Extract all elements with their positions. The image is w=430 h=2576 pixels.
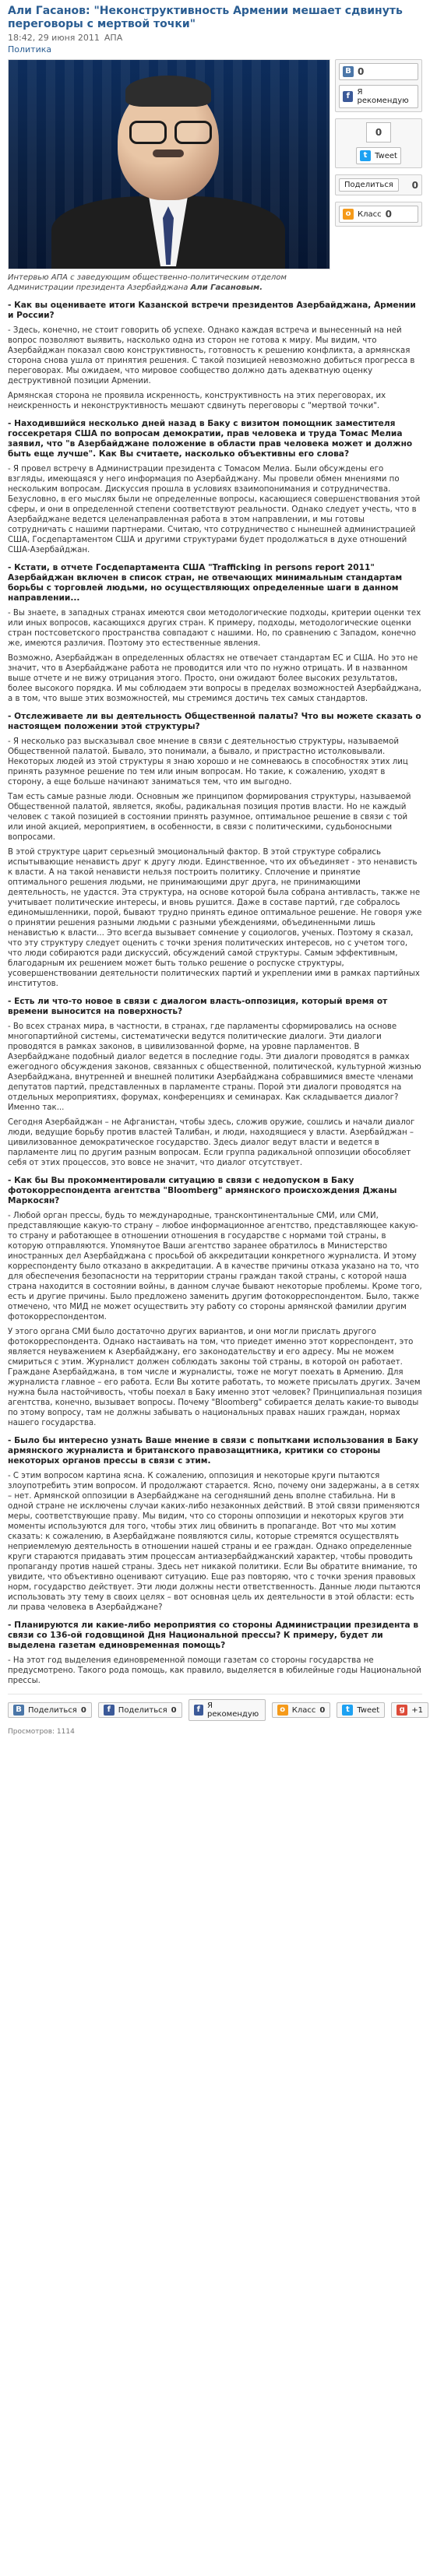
question-4: - Отслеживаете ли вы деятельность Общественной палаты? Что вы можете сказать о настоящем положении этой структуры? [8,712,422,732]
bottom-share-button-1[interactable] [8,1702,92,1718]
share-box [335,174,422,195]
photo-glasses-right [174,121,212,144]
facebook-icon-bottom: f [104,1705,115,1716]
bottom-share-button-2[interactable] [98,1702,182,1718]
article-meta [8,33,422,43]
vk-count: 0 [358,66,365,77]
answer-3: - Вы знаете, в западных странах имеются свои методологические подходы, критерии оценки тех или иных вопросов, касающихся других стран. К примеру, подходы, методологические оценки стран постсоветского пространства совпадают с нашими. Но, по сравнению с Западом, конечно же, имеются различия. Поэтому это естественные явления. [8,608,422,649]
bottom-tweet-label: Tweet [357,1705,380,1715]
question-6: - Как бы Вы прокомментировали ситуацию в связи с недопуском в Баку фотокорреспондента агентства "Bloomberg" армянского происхождения Джаны Маркосян? [8,1176,422,1206]
photo-wrap [8,59,329,293]
bottom-share-count-1: 0 [80,1705,86,1715]
answer-7: - С этим вопросом картина ясна. К сожалению, оппозиция и некоторые круги пытаются злоупотребить этим вопросом. И продолжают старается. Ясно, почему они задержаны, а в сетях – нет. Армянской оппозиции в Азербайджане на сегодняшний день вполне стабильна. Ни в одной стране не исключены случаи каких-либо незаконных действий. В этой связи применяются меры, соответствующие праву. Мы видим, что со стороны оппозиции и некоторых кругов эти моменты используются для того, чтобы этих лиц обвинить в пропаганде. Вот что мы хотим сказать: к сожалению, в Азербайджане появляются силы, которые стремятся осуществлять неприемлемую деятельность в отношении нашей страны и ее граждан. Однако определенные круги стараются придавать этим процессам антиазербайджанский характер, чтобы проводить пропаганду против нашей страны. Здесь нет никакой политики. Если Вы обратите внимание, то увидите, что объективно оценивают ситуацию. Еще раз повторяю, что с точки зрения правовых норм, государство действует. Эти люди должны нести ответственность. Данные люди пытаются использовать эту тему в своих целях – вот основная цель их деятельности в этой области: есть ли права человека в Азербайджане? [8,1471,422,1613]
odnoklassniki-icon: о [343,209,354,220]
share-count: 0 [411,179,418,191]
bottom-plusone-button[interactable] [391,1702,428,1718]
bottom-share-bar [8,1694,422,1721]
article-category[interactable]: Политика [8,44,52,55]
bottom-class-label: Класс [291,1705,316,1715]
answer-6: - Любой орган прессы, будь то международные, трансконтинентальные СМИ, или СМИ, представляющие какую-то страну – любое информационное агентство, представляющее какую-то страну и работающее в отношении отношения в государстве с нормами той страны, в которую отправляются. Упомянутое Ваши агентство заранее обратилось в Министерство иностранных дел Азербайджана с просьбой об аккредитации конкретного журналиста. И этому корреспонденту было отказано в аккредитации. А в качестве причины отказа указано на то, что для обеспечения безопасности на территории страны граждан такой страны, с которой наша страна находится в состоянии войны, в данном случае бывают некоторые проблемы. Кроме того, есть и другие причины. Было предложено заменить другим фотокорреспондентом. Было, также отмечено, что МИД не может осуществить эту работу со стороны армянской фамилии другим фотокорреспондентом. [8,1211,422,1322]
class-button[interactable] [339,206,418,223]
twitter-icon: t [360,150,371,161]
paragraph-4b: Там есть самые разные люди. Основным же принципом формирования структуры, называемой Общественной палатой, является, якобы, радикальная позиция против власти. Но не каждый человек с такой позицией в состоянии принять разумное, оптимальное решение в связи с той или иной акцией, мероприятием, в особенности, в связи с политическими, судьбоносными вопросами. [8,793,411,842]
vk-icon-bottom: В [13,1705,24,1716]
bottom-class-count: 0 [319,1705,326,1715]
recommend-label: Я рекомендую [357,88,409,105]
hero-row [8,59,422,293]
question-1: - Как вы оцениваете итоги Казанской встречи президентов Азербайджана, Армении и России? [8,301,422,321]
paragraph-5b: Сегодня Азербайджан – не Афганистан, чтобы здесь, сложив оружие, сошлись и начали диалог люди, ведущие борьбу против властей Талибан, и люди, находящиеся у власти. Азербайджан – цивилизованное демократическое государство. Здесь диалог ведут власти и ведется в парламенте лиц по другим разным вопросам. Если группа радикальной оппозиции обособляет себя от этих процессов, это вовсе не значит, что диалог отсутствует. [8,1118,415,1167]
recommend-icon-bottom: f [194,1705,203,1716]
photo-caption-name: Али Гасановым. [190,283,263,292]
photo-glasses-left [129,121,167,144]
bottom-recommend-button[interactable] [189,1699,266,1721]
bottom-plusone-label: +1 [411,1705,423,1715]
share-button[interactable]: Поделиться [339,178,399,192]
class-box [335,202,422,227]
article-title: Али Гасанов: "Неконструктивность Армении мешает сдвинуть переговоры с мертвой точки" [8,5,403,30]
question-2: - Находившийся несколько дней назад в Баку с визитом помощник заместителя госсекретаря США по вопросам демократии, прав человека и труда Томас Мелиа заявил, что "в Азербайджане положение в области прав человека может и должно быть еще лучше". Как Вы считаете, насколько объективны его слова? [8,419,422,459]
paragraph-4c: В этой структуре царит серьезный эмоциональный фактор. В этой структуре собрались испытывающие ненависть друг к другу люди. Единственное, что их объединяет - это ненависть к власти. А на такой ненависти нельзя построить политику. Сплочение и принятие оптимального решения людьми, не принимающими друг друга, не принимающими деятельность, не удастся. Эта структура, на основе которой была собрана антивласть, также не учитывает политические интересы, и вновь рушится. Даже в составе партий, где собралось единомышленники, порой, бывают трудно принять единое оптимальное решение. Не говоря уже о принятии решения разными людьми с разными убеждениями, объединенными лишь ненавистью к власти... Это всегда вызывает сомнение у социологов, ученых. Поэтому я сказал, что эту структуру следует оценить с точки зрения политических интересов, но с учетом того, что люди собираются ради дискуссий, обсуждений самой структуры. Самым эффективным, благодарным их решением может быть только решение о роспуске структуры, усовершенствовании деятельности политических партий и укреплении ими в рамках партийных институтов. [8,848,422,988]
counter-value: 0 [375,127,382,138]
facebook-icon: f [343,91,353,102]
photo-mustache [153,150,184,157]
counter-box [335,118,422,168]
paragraph-1b: Армянская сторона не проявила искренность, конструктивность на этих переговорах, их неискренность и неконструктивность мешают сдвинуть переговоры с "мертвой точки". [8,392,386,410]
bottom-recommend-label: Я рекомендую [207,1701,259,1719]
answer-4: - Я несколько раз высказывал свое мнение в связи с деятельностью структуры, называемой Общественной палатой. Бывало, это понимали, а бывало, и пристрастно истолковывали. Некоторых людей из этой структуры я знаю хорошо и не сомневаюсь в способностях этих лиц принять разумное решение по тем или иным вопросам. Но такие, к сожалению, уходят в сторону, а еще больше начинают заниматься тем, что им выгодно. [8,737,422,787]
social-sidebar [335,59,422,227]
vk-like-button[interactable] [339,63,418,80]
article-photo [8,59,330,269]
counter-bubble [366,122,391,143]
tweet-label: Tweet [375,151,397,160]
question-8: - Планируются ли какие-либо мероприятия со стороны Администрации президента в связи со 136-ой годовщиной Дня Национальной прессы? К примеру, будет ли выделена газетам единовременная помощь? [8,1621,422,1651]
answer-8: - На этот год выделения единовременной помощи газетам со стороны государства не предусмотрено. Такого рода помощь, как правило, выделяется в юбилейные годы Национальной прессы. [8,1656,422,1686]
question-3: - Кстати, в отчете Госдепартамента США "Trafficking in persons report 2011" Азербайджан включен в список стран, не отвечающих минимальным стандартам борьбы с торговлей людьми, но осуществляющих определенные шаги в данном направлении... [8,563,422,604]
odnoklassniki-icon-bottom: о [277,1705,288,1716]
vk-share-box [335,59,422,112]
question-5: - Есть ли что-то новое в связи с диалогом власть-оппозиция, который время от времени выносится на поверхность? [8,997,422,1017]
question-7: - Было бы интересно узнать Ваше мнение в связи с попытками использования в Баку армянского журналиста и британского правозащитника, критики со стороны некоторых органов прессы в связи с этим. [8,1436,422,1466]
recommend-button[interactable] [339,85,418,108]
article-source: АПА [104,33,123,43]
vk-icon: В [343,66,354,77]
article-body [8,301,422,1686]
photo-caption-prefix: Интервью АПА с заведующим общественно-политическим отделом Администрации президента Азербайджана [8,273,287,292]
bottom-share-count-2: 0 [171,1705,177,1715]
tweet-button[interactable] [356,147,401,164]
paragraph-3b: Возможно, Азербайджан в определенных областях не отвечает стандартам ЕС и США. Но это не значит, что в Азербайджане работа не проводится или что по нужно отрицать. И в названном выше отчете и не вижу отрицания этого. Просто, они ожидают более высоких результатов, более высокого порядка. И мы соблюдаем эти вопросы в пределах возможностей Азербайджана, а в том, что выше этих возможностей, мы стремимся достичь тех самых стандартов. [8,654,421,703]
google-plus-icon-bottom: g [397,1705,407,1716]
photo-hair [125,76,211,107]
class-label: Класс [358,209,382,219]
views-text: Просмотров: 1114 [8,1728,75,1736]
bottom-share-label-2: Поделиться [118,1705,167,1715]
twitter-icon-bottom: t [342,1705,353,1716]
bottom-share-label-1: Поделиться [28,1705,77,1715]
answer-1: - Здесь, конечно, не стоит говорить об успехе. Однако каждая встреча и вынесенный на ней вопрос позволяют выявить, насколько одна из сторон не готова к миру. Мы видим, что Азербайджан показал свою конструктивность, готовность к решению конфликта, а армянская сторона снова ушла от принятия решения. С такой позицией невозможно добиться прогресса в переговорах. Мы ожидаем, что мировое сообщество должно дать адекватную оценку деструктивной позиции Армении. [8,326,422,386]
class-count: 0 [385,209,392,220]
bottom-tweet-button[interactable] [337,1702,385,1718]
answer-2: - Я провел встречу в Администрации президента с Томасом Мелиа. Были обсуждены его взгляды, имеющаяся у него информация по Азербайджану. Мы провели обмен мнениями по нескольким вопросам. Дискуссия прошла в условиях взаимопонимания и сотрудничества. Безусловно, в его мыслях были не определенные вопросы, касающиеся совершенствования этой сферы, и они в определенной степени соответствуют реальности. Однако следует учесть, что в Азербайджане ведется целенаправленная работа в этом направлении, и мы готовы сотрудничать с нашими партнерами. Считаю, что сотрудничество с нынешней администрацией США, Госдепартаментом США и другими структурами будет продолжаться в духе отношений США-Азербайджан. [8,464,422,555]
bottom-class-button[interactable] [272,1702,331,1718]
paragraph-6b: У этого органа СМИ было достаточно других вариантов, и они могли прислать другого фотокорреспондента. Однако настаивать на том, что приедет именно этот корреспондент, это является неуважением к Азербайджану, его законодательству и его адресу. Мы не можем смириться с этим. Журналист должен соблюдать законы той страны, в которой он работает. Граждане Азербайджана, в том числе и журналисты, тоже не могут поехать в Армению. Для журналиста главное – его работа. Если Вы хотите работать, то можете присылать других. Зачем нужна была настойчивость, чтобы поехал в Баку именно этот человек? Принципиальная позиция агентства, конечно, вызывает вопросы. Почему "Bloomberg" собирается делать какие-то выводы по этому вопросу, там не должны забывать о национальных правах наших граждан, нормах нашего государства. [8,1328,422,1427]
photo-caption [8,273,329,293]
answer-5: - Во всех странах мира, в частности, в странах, где парламенты сформировались на основе многопартийной системы, систематически ведутся политические диалоги. Эти диалоги проводятся в рамках законов, в цивилизованной форме, на уровне парламентов. В Азербайджане подобный диалог ведется в последние годы. Эти диалоги проводятся в рамках ежегодного обсуждения законов, связанных с общественной, политической, культурной жизнью Азербайджана, внутренней и внешней политики Азербайджана собравшимися вместе членами депутатов партий, представленных в парламенте страны. Порой эти диалоги проводятся на отдельных мероприятиях, форумах, конференциях и семинарах. Как складывается диалог? Именно так... [8,1022,422,1113]
article-date: 18:42, 29 июня 2011 [8,33,100,43]
views-footer [8,1727,422,1736]
